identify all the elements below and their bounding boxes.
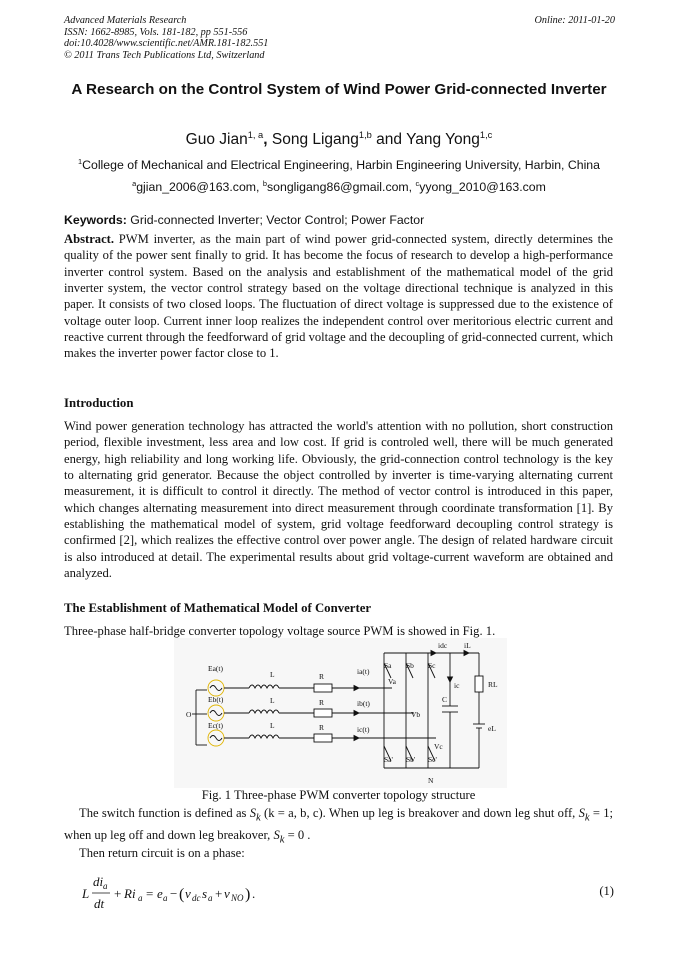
svg-text:v: v	[224, 886, 230, 901]
label-ea: Ea(t)	[208, 664, 223, 673]
author-sep: and	[371, 131, 403, 149]
keywords: Keywords: Grid-connected Inverter; Vector Control; Power Factor	[64, 213, 425, 227]
email-link[interactable]: songligang86@gmail.com,	[267, 180, 413, 195]
label-r: R	[319, 698, 325, 707]
section-heading-introduction: Introduction	[64, 396, 134, 410]
label-ec: Ec(t)	[208, 721, 223, 730]
doi: doi:10.4028/www.scientific.net/AMR.181-182.551	[64, 38, 269, 50]
email-link[interactable]: yyong_2010@163.com	[419, 180, 546, 195]
issn: ISSN: 1662-8985, Vols. 181-182, pp 551-556	[64, 26, 248, 38]
label-l: L	[270, 721, 275, 730]
abstract-label: Abstract.	[64, 232, 115, 246]
topology-sentence: Three-phase half-bridge converter topology voltage source PWM is showed in Fig. 1.	[64, 624, 496, 638]
figure-caption: Fig. 1 Three-phase PWM converter topology structure	[201, 788, 476, 802]
svg-text:v: v	[185, 886, 191, 901]
label-vb: Vb	[411, 710, 421, 719]
author-sup: 1,b	[358, 130, 372, 140]
svg-text:e: e	[157, 886, 163, 901]
svg-text:s: s	[202, 886, 208, 901]
svg-text:dc: dc	[192, 893, 201, 903]
svg-text:+: +	[114, 886, 122, 901]
svg-text:dt: dt	[94, 896, 105, 911]
svg-text:.: .	[252, 886, 256, 901]
label-il: iL	[464, 641, 471, 650]
label-va: Va	[388, 677, 396, 686]
svg-text:=: =	[146, 886, 154, 901]
author-name: Guo Jian	[185, 131, 248, 149]
paper-title: A Research on the Control System of Wind Power Grid-connected Inverter	[71, 81, 607, 98]
abstract: Abstract. PWM inverter, as the main part of wind power grid-connected system, directly determines the quality of the power sent finally to grid. It has become the focus of research to develop a high-performance inverter control system. Based on the analysis and establishment of the mathematical model of the grid inverter system, the vector control strategy based on the voltage directional technique is analyzed in this paper. It consists of two closed loops. The fluctuation of direct voltage is suppressed due to the existence of voltage outer loop. Current inner loop realizes the independent control over meritorious electric current and reactive current through the feedforward of grid voltage and the decoupling of grid-connected current, which makes the inverter power factor close to 1.	[64, 232, 613, 361]
label-sa2: Sa'	[384, 755, 393, 764]
label-eb: Eb(t)	[208, 695, 224, 704]
label-idc: idc	[438, 641, 448, 650]
label-sc: Sc	[428, 661, 436, 670]
label-sa: Sa	[384, 661, 392, 670]
svg-text:+: +	[215, 886, 223, 901]
introduction-text: Wind power generation technology has attracted the world's attention with no pollution, short construction period, flexible investment, less area and low cost. If grid is controled well, there will be much generated energy, high reliability and long working life. Obviously, the grid-connection control technology is the key to alternating grid generator. Because the object controlled by inverter is time-varying alternating current measurement, it is difficult to control it directly. The method of vector control is introduced in this paper, which changes alternating measurement into direct measurement through coordinate transformation [1]. By establishing the mathematical model of system, grid voltage feedforward decoupling control strategy is confirmed [2], which realizes the effective control over power angle. The design of related hardware circuit is also introduced at detail. The experimental results about grid voltage-current waveform are obtained and analyzed.	[64, 419, 613, 581]
author-name: Yang Yong	[406, 131, 480, 149]
math-sk: $S_k$	[578, 806, 590, 824]
svg-text:): )	[245, 886, 251, 903]
converter-topology-figure	[174, 638, 507, 788]
author-name: Song Ligang	[271, 131, 359, 149]
label-rl: RL	[488, 680, 498, 689]
label-ia: ia(t)	[357, 667, 370, 676]
svg-text:−: −	[170, 886, 178, 901]
svg-text:Ri: Ri	[124, 886, 136, 901]
svg-text:a: a	[208, 893, 213, 903]
label-l: L	[270, 670, 275, 679]
journal-meta	[64, 15, 268, 61]
svg-text:di: di	[93, 874, 104, 889]
label-r: R	[319, 723, 325, 732]
switch-function-text: The switch function is defined as $S_k$ (k = a, b, c). When up leg is breakover and down leg shut off, $S_k = 1$; when up leg off and down leg breakover, $S_k = 0$ .	[64, 806, 614, 846]
label-r: R	[319, 672, 325, 681]
section-heading-model: The Establishment of Mathematical Model of Converter	[64, 601, 372, 615]
email-link[interactable]: gjian_2006@163.com,	[136, 180, 260, 195]
label-o: O	[186, 710, 192, 719]
keywords-label: Keywords:	[64, 213, 127, 227]
label-ic: ic(t)	[357, 725, 370, 734]
equation-1	[82, 872, 272, 916]
svg-text:a: a	[163, 893, 168, 903]
affiliation: $^1$College of Mechanical and Electrical Engineering, Harbin Engineering University, Harbin, China	[78, 157, 600, 173]
label-ib: ib(t)	[357, 699, 370, 708]
svg-text:L: L	[82, 886, 90, 901]
svg-text:NO: NO	[231, 893, 244, 903]
label-sc2: Sc'	[428, 755, 437, 764]
label-l: L	[270, 696, 275, 705]
author-sup: 1,c	[479, 130, 493, 140]
svg-text:a: a	[138, 893, 143, 903]
label-vc: Vc	[434, 742, 443, 751]
label-sb: Sb	[406, 661, 414, 670]
author-sep: ,	[263, 131, 268, 149]
svg-text:(: (	[179, 886, 185, 903]
email-list: $^a$gjian_2006@163.com, $^b$songligang86@gmail.com, $^c$yyong_2010@163.com	[132, 179, 546, 195]
copyright: © 2011 Trans Tech Publications Ltd, Switzerland	[64, 49, 265, 61]
return-circuit-text: Then return circuit is on a phase:	[79, 846, 245, 860]
label-el: eL	[488, 724, 496, 733]
math-sk: $S_k$	[273, 827, 285, 846]
label-n: N	[428, 776, 434, 785]
label-sb2: Sb'	[406, 755, 416, 764]
label-icap: ic	[454, 681, 460, 690]
math-sk: $S_k$	[249, 806, 261, 824]
equation-number: (1)	[599, 884, 614, 898]
label-c: C	[442, 695, 448, 704]
svg-text:a: a	[103, 881, 108, 891]
online-date: Online: 2011-01-20	[534, 15, 615, 26]
journal-name: Advanced Materials Research	[64, 15, 187, 26]
author-list	[64, 130, 614, 149]
author-sup: 1, a	[247, 130, 264, 140]
